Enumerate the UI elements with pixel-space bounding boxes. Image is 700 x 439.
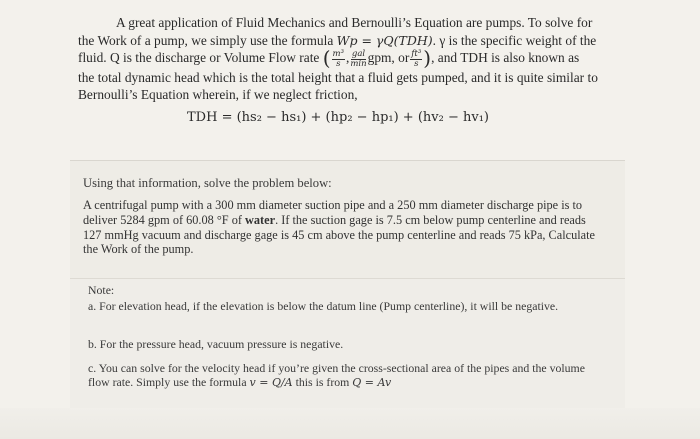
problem-text-post: . If the suction gage is 7.5 cm below pump centerline and reads 127 mmHg vacuum and discharge gage is 45 cm above the pump centerline and reads 75 kPa, Calculate the Work of the pump. [83, 212, 595, 257]
intro-line-1 [78, 14, 598, 32]
intro-line-5: Bernoulli’s Equation wherein, if we neglect friction, [78, 87, 358, 103]
note-item-a: a. For elevation head, if the elevation is below the datum line (Pump centerline), it will be negative. [88, 299, 559, 313]
velocity-formula: v = Q/A [249, 376, 293, 389]
fraction-gal-per-min [350, 50, 366, 69]
tdh-formula: TDH = (hs₂ − hs₁) + (hp₂ − hp₁) + (hv₂ − hv₁) [187, 109, 489, 125]
frac3-num: ft³ [411, 48, 422, 59]
gpm-or-text: gpm, or [367, 50, 410, 66]
frac1-num: m³ [332, 48, 344, 59]
flow-formula: Q = Av [352, 376, 392, 389]
close-paren: ) [423, 46, 432, 71]
intro-line-3: fluid. Q is the discharge or Volume Flow rate ( $\frac{\text{m³}}{s}$ , $\frac{\text{gal}}{\min}$ gpm, or $\frac{\text{ft³}}{s}$ ), and TDH is also known as [78, 46, 580, 71]
intro-line-2 [78, 32, 598, 50]
note-item-b: b. For the pressure head, vacuum pressure is negative. [88, 337, 344, 351]
open-paren: ( [322, 46, 331, 71]
intro-line-3-post: , and TDH is also known as [431, 50, 580, 66]
pump-work-formula: Wp = γQ(TDH) [336, 32, 433, 48]
bottom-margin [0, 408, 700, 439]
fraction-ft3-per-s [410, 50, 422, 69]
intro-line-4: the total dynamic head which is the total height that a fluid gets pumped, and it is quite similar to [78, 69, 598, 85]
problem-statement [83, 198, 603, 257]
using-instruction: Using that information, solve the problem below: [83, 176, 332, 190]
fraction-m3-per-s [332, 50, 345, 69]
frac3-den: s [414, 58, 419, 69]
problem-text-pre: A centrifugal pump with a 300 mm diameter suction pipe and a 250 mm diameter discharge pipe is to deliver 5284 gpm of 60.08 °F of [83, 198, 583, 227]
intro-line-2-pre: the Work of a pump, we simply use the formula [78, 32, 337, 48]
problem-text-bold: water [245, 212, 276, 227]
intro-line-3-pre: fluid. Q is the discharge or Volume Flow rate [78, 50, 323, 66]
intro-paragraph [78, 14, 598, 126]
intro-line-1-text: A great application of Fluid Mechanics and Bernoulli’s Equation are pumps. To solve for [116, 15, 593, 30]
note-item-c [88, 361, 588, 390]
frac1-den: s [336, 58, 341, 69]
note-c-mid: this is from [292, 375, 353, 389]
note-title: Note: [88, 283, 115, 297]
note-c-pre: c. You can solve for the velocity head if you’re given the cross-sectional area of the pipes and the volume flow rate. Simply use the formula [88, 361, 585, 389]
frac2-num: gal [351, 48, 366, 59]
frac2-den: min [350, 58, 367, 69]
intro-line-2-post: . γ is the specific weight of the [432, 32, 597, 48]
